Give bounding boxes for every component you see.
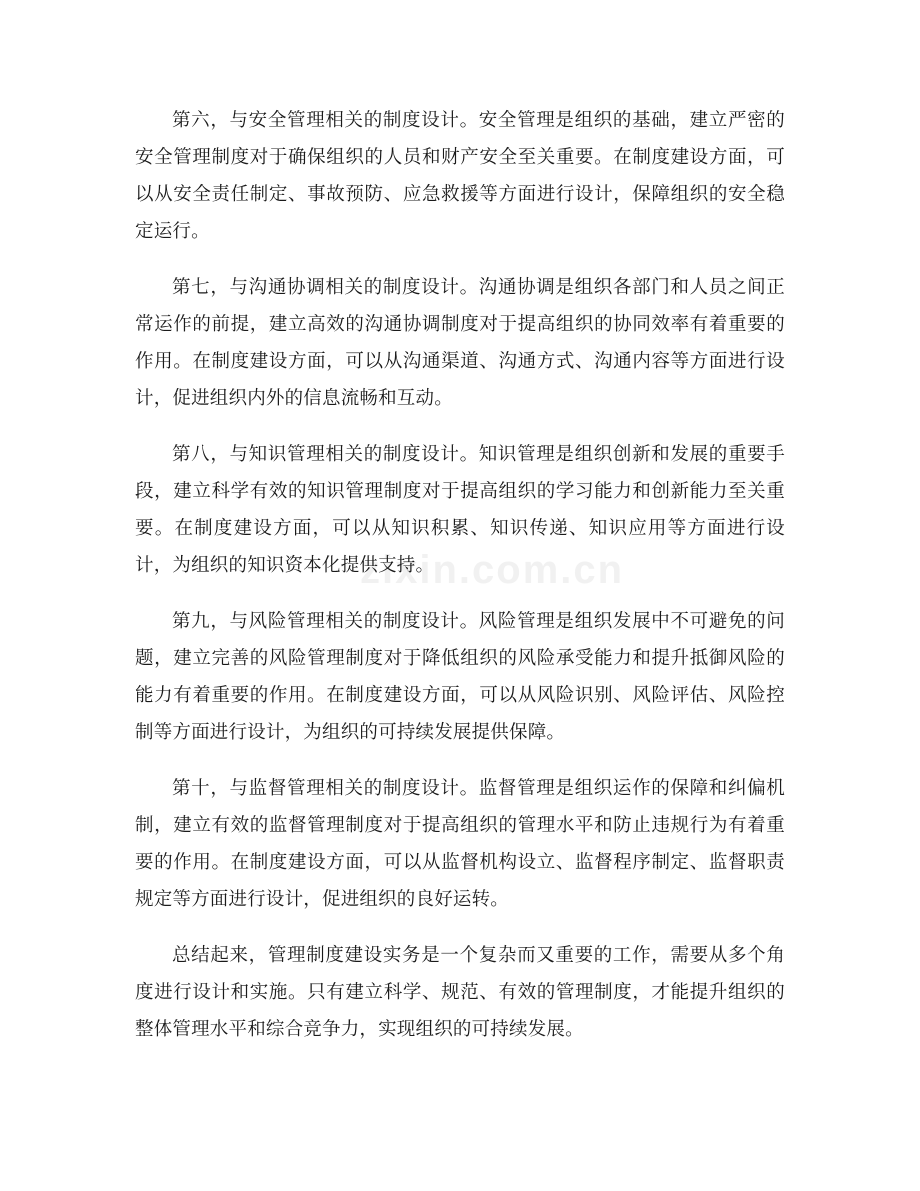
- paragraph-sixth: 第六，与安全管理相关的制度设计。安全管理是组织的基础，建立严密的安全管理制度对于确保组织的人员和财产安全至关重要。在制度建设方面，可以从安全责任制定、事故预防、应急救援等方面进行设计，保障组织的安全稳定运行。: [135, 110, 785, 242]
- watermark: zixin.com.cn: [360, 548, 625, 592]
- paragraph-eighth: 第八，与知识管理相关的制度设计。知识管理是组织创新和发展的重要手段，建立科学有效的知识管理制度对于提高组织的学习能力和创新能力至关重要。在制度建设方面，可以从知识积累、知识传递、知识应用等方面进行设计，为组织的知识资本化提供支持。: [135, 444, 785, 576]
- paragraph-summary: 总结起来，管理制度建设实务是一个复杂而又重要的工作，需要从多个角度进行设计和实施。只有建立科学、规范、有效的管理制度，才能提升组织的整体管理水平和综合竞争力，实现组织的可持续发展。: [135, 945, 785, 1040]
- paragraph-tenth: 第十，与监督管理相关的制度设计。监督管理是组织运作的保障和纠偏机制，建立有效的监督管理制度对于提高组织的管理水平和防止违规行为有着重要的作用。在制度建设方面，可以从监督机构设立、监督程序制定、监督职责规定等方面进行设计，促进组织的良好运转。: [135, 778, 785, 910]
- paragraph-ninth: 第九，与风险管理相关的制度设计。风险管理是组织发展中不可避免的问题，建立完善的风险管理制度对于降低组织的风险承受能力和提升抵御风险的能力有着重要的作用。在制度建设方面，可以从风险识别、风险评估、风险控制等方面进行设计，为组织的可持续发展提供保障。: [135, 611, 785, 743]
- document-body: [135, 102, 785, 1067]
- paragraph-seventh: 第七，与沟通协调相关的制度设计。沟通协调是组织各部门和人员之间正常运作的前提，建立高效的沟通协调制度对于提高组织的协同效率有着重要的作用。在制度建设方面，可以从沟通渠道、沟通方式、沟通内容等方面进行设计，促进组织内外的信息流畅和互动。: [135, 277, 785, 409]
